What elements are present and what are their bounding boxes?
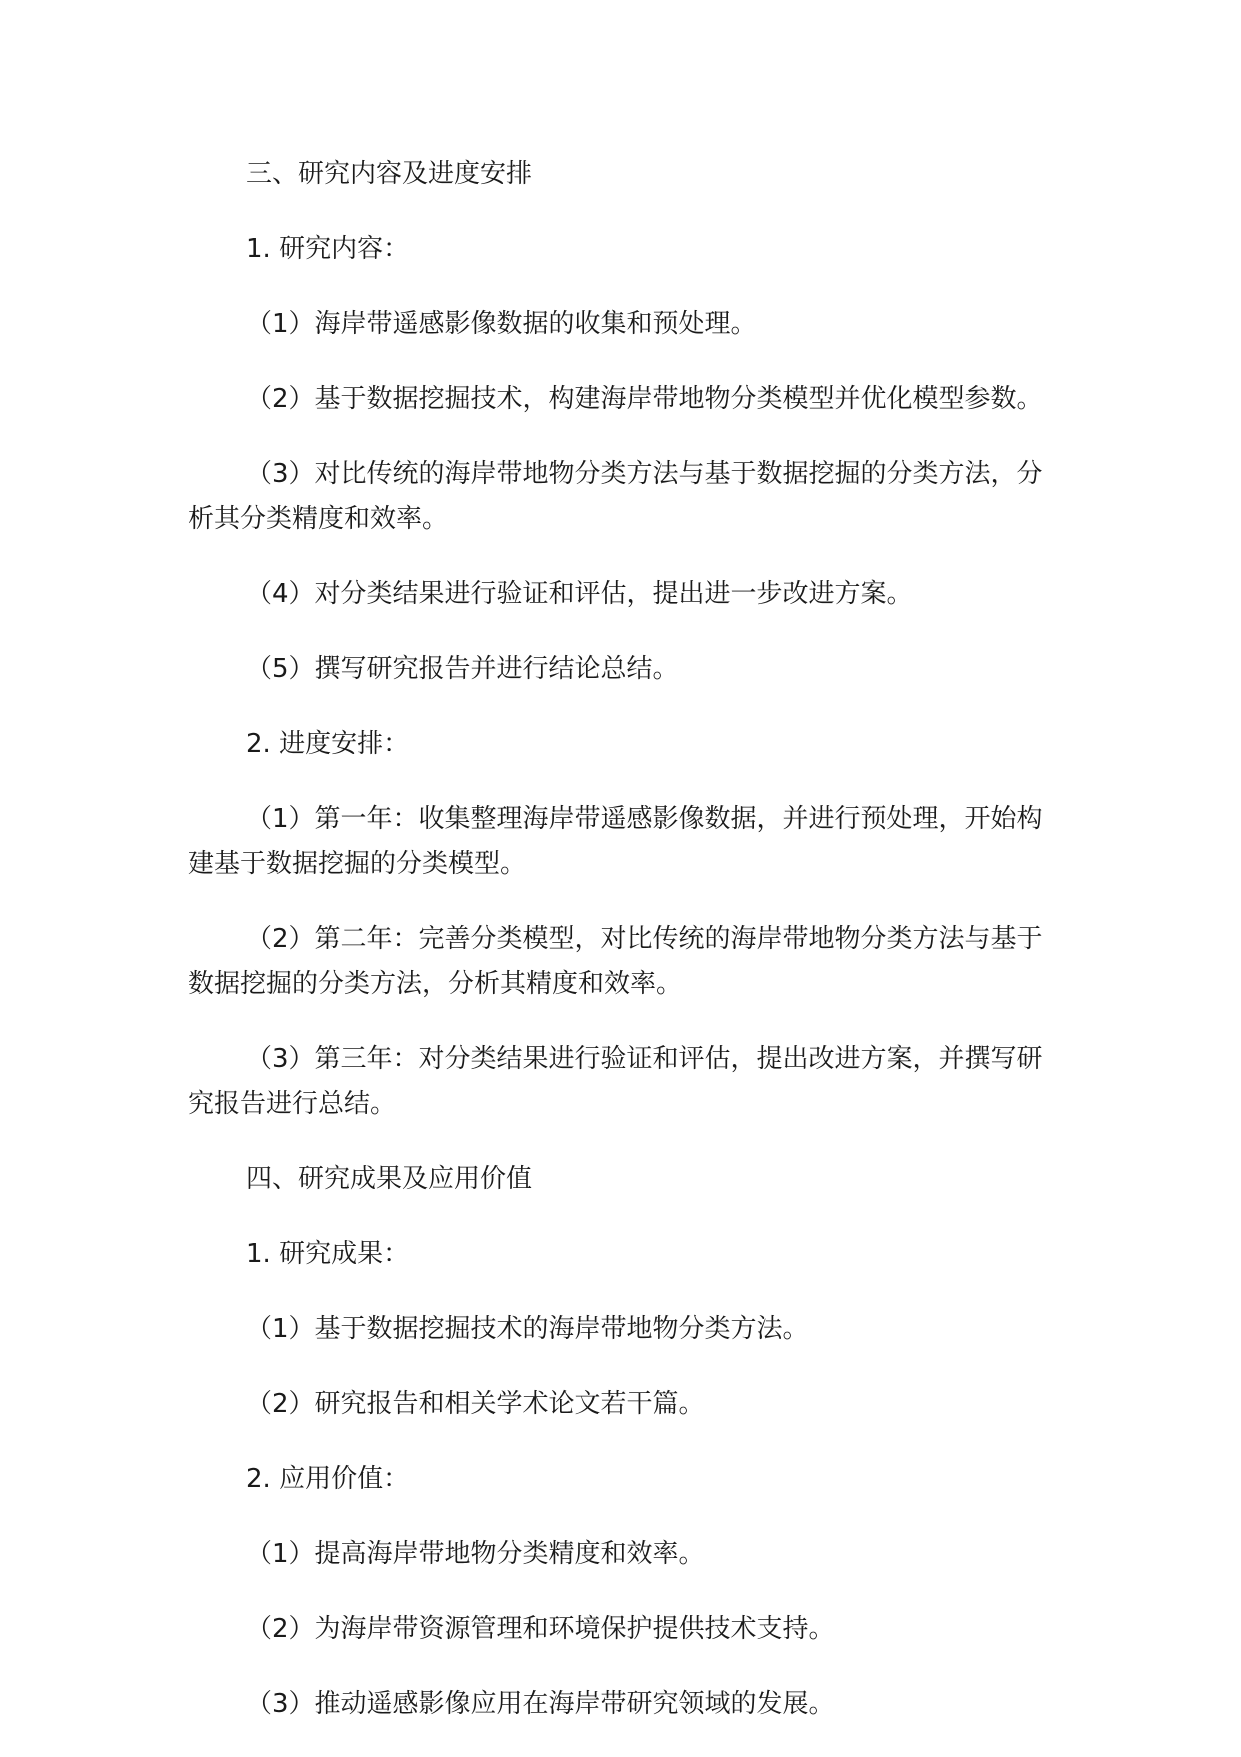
list-item: （1）海岸带遥感影像数据的收集和预处理。 bbox=[246, 309, 757, 339]
list-item: （2）基于数据挖掘技术，构建海岸带地物分类模型并优化模型参数。 bbox=[246, 384, 1043, 414]
subheading-research-results: 1. 研究成果： bbox=[246, 1239, 410, 1269]
section-heading-results-value: 四、研究成果及应用价值 bbox=[246, 1164, 533, 1194]
section-heading-research-content-schedule: 三、研究内容及进度安排 bbox=[246, 159, 533, 189]
list-item: （2）第二年：完善分类模型，对比传统的海岸带地物分类方法与基于数据挖掘的分类方法，分析其精度和效率。 bbox=[188, 924, 1043, 999]
list-item: （1）基于数据挖掘技术的海岸带地物分类方法。 bbox=[246, 1314, 809, 1344]
document-body bbox=[188, 152, 1068, 1757]
list-item: （2）为海岸带资源管理和环境保护提供技术支持。 bbox=[246, 1614, 835, 1644]
list-item: （3）对比传统的海岸带地物分类方法与基于数据挖掘的分类方法，分析其分类精度和效率。 bbox=[188, 459, 1043, 534]
subheading-schedule: 2. 进度安排： bbox=[246, 729, 410, 759]
subheading-application-value: 2. 应用价值： bbox=[246, 1464, 410, 1494]
list-item: （1）提高海岸带地物分类精度和效率。 bbox=[246, 1539, 705, 1569]
list-item: （4）对分类结果进行验证和评估，提出进一步改进方案。 bbox=[246, 579, 913, 609]
list-item: （3）第三年：对分类结果进行验证和评估，提出改进方案，并撰写研究报告进行总结。 bbox=[188, 1044, 1043, 1119]
list-item: （3）推动遥感影像应用在海岸带研究领域的发展。 bbox=[246, 1689, 835, 1719]
list-item: （2）研究报告和相关学术论文若干篇。 bbox=[246, 1389, 705, 1419]
list-item: （1）第一年：收集整理海岸带遥感影像数据，并进行预处理，开始构建基于数据挖掘的分类模型。 bbox=[188, 804, 1043, 879]
subheading-research-content: 1. 研究内容： bbox=[246, 234, 410, 264]
list-item: （5）撰写研究报告并进行结论总结。 bbox=[246, 654, 679, 684]
